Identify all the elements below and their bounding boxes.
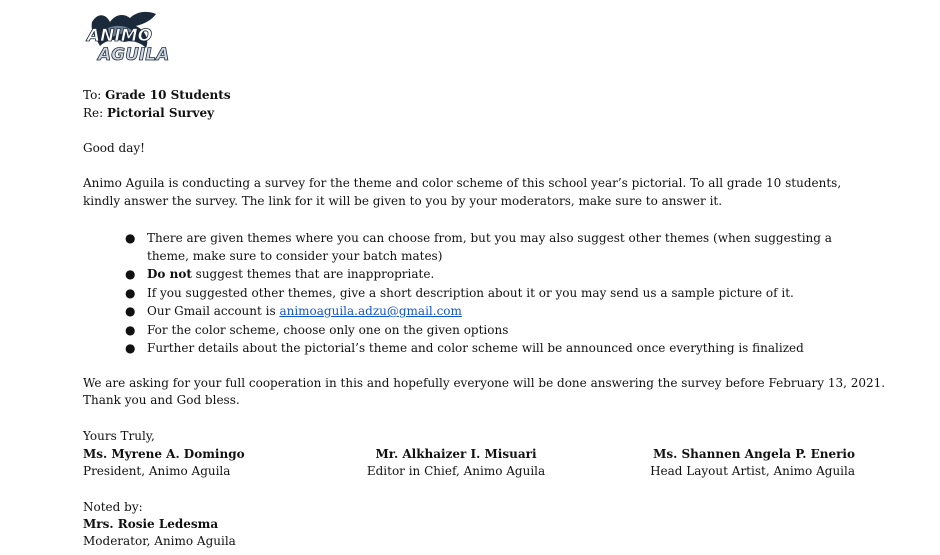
list-item-text: There are given themes where you can choose from, but you may also suggest other themes (when suggesting a theme, make sure to consider your batch mates) <box>147 231 832 263</box>
signatory-name: Ms. Myrene A. Domingo <box>83 447 245 461</box>
list-item-text: Our Gmail account is <box>147 304 280 318</box>
signatory-title: Head Layout Artist, Animo Aguila <box>650 464 855 478</box>
signatory-editor <box>351 446 561 480</box>
bullet-icon: ● <box>125 341 136 355</box>
noted-by: Noted by: <box>83 500 143 514</box>
re-value: Pictorial Survey <box>107 106 215 120</box>
re-line <box>83 105 214 122</box>
instructions-list <box>83 230 863 359</box>
bullet-icon: ● <box>125 304 136 318</box>
animo-aguila-logo <box>84 8 174 72</box>
list-item <box>83 230 863 265</box>
bullet-icon: ● <box>125 231 136 245</box>
list-item <box>83 322 863 340</box>
list-item-text: For the color scheme, choose only one on the given options <box>147 322 509 337</box>
list-item <box>83 266 863 284</box>
list-item <box>83 340 863 358</box>
list-item-emphasis: Do not <box>147 267 192 281</box>
signatory-name: Mr. Alkhaizer I. Misuari <box>375 447 537 461</box>
email-link[interactable]: animoaguila.adzu@gmail.com <box>279 304 462 318</box>
signatory-president <box>83 446 245 480</box>
body-paragraph: Animo Aguila is conducting a survey for the theme and color scheme of this school year’s pictorial. To all grade 10 students, kindly answer the survey. The link for it will be given to you by your moderators, make sure to answer it. <box>83 176 842 208</box>
moderator-title: Moderator, Animo Aguila <box>83 534 236 548</box>
signatory-layout-artist <box>614 446 855 480</box>
list-item-text: If you suggested other themes, give a short description about it or you may send us a sample picture of it. <box>147 285 794 300</box>
logo-text-aguila: AGUILA <box>98 45 170 65</box>
closing-line-1: We are asking for your full cooperation in this and hopefully everyone will be done answering the survey before February 13, 2021. <box>83 376 886 390</box>
bullet-icon: ● <box>125 322 136 337</box>
to-value: Grade 10 Students <box>105 88 231 102</box>
to-line <box>83 87 231 104</box>
signatory-title: President, Animo Aguila <box>83 464 231 478</box>
list-item-text: Further details about the pictorial’s theme and color scheme will be announced once everything is finalized <box>147 341 804 355</box>
moderator-block <box>83 516 236 550</box>
greeting: Good day! <box>83 141 145 155</box>
bullet-icon: ● <box>125 267 136 281</box>
to-label: To: <box>83 88 102 102</box>
signatory-title: Editor in Chief, Animo Aguila <box>366 464 546 478</box>
list-item-text: suggest themes that are inappropriate. <box>191 267 435 281</box>
list-item <box>83 285 863 303</box>
closing-line-2: Thank you and God bless. <box>83 393 240 407</box>
logo-text-animo: ANIMO <box>87 26 153 46</box>
list-item <box>83 303 863 321</box>
re-label: Re: <box>83 106 104 120</box>
yours-truly: Yours Truly, <box>83 429 155 443</box>
signatory-name: Ms. Shannen Angela P. Enerio <box>653 447 855 461</box>
bullet-icon: ● <box>125 285 136 300</box>
moderator-name: Mrs. Rosie Ledesma <box>83 517 219 531</box>
